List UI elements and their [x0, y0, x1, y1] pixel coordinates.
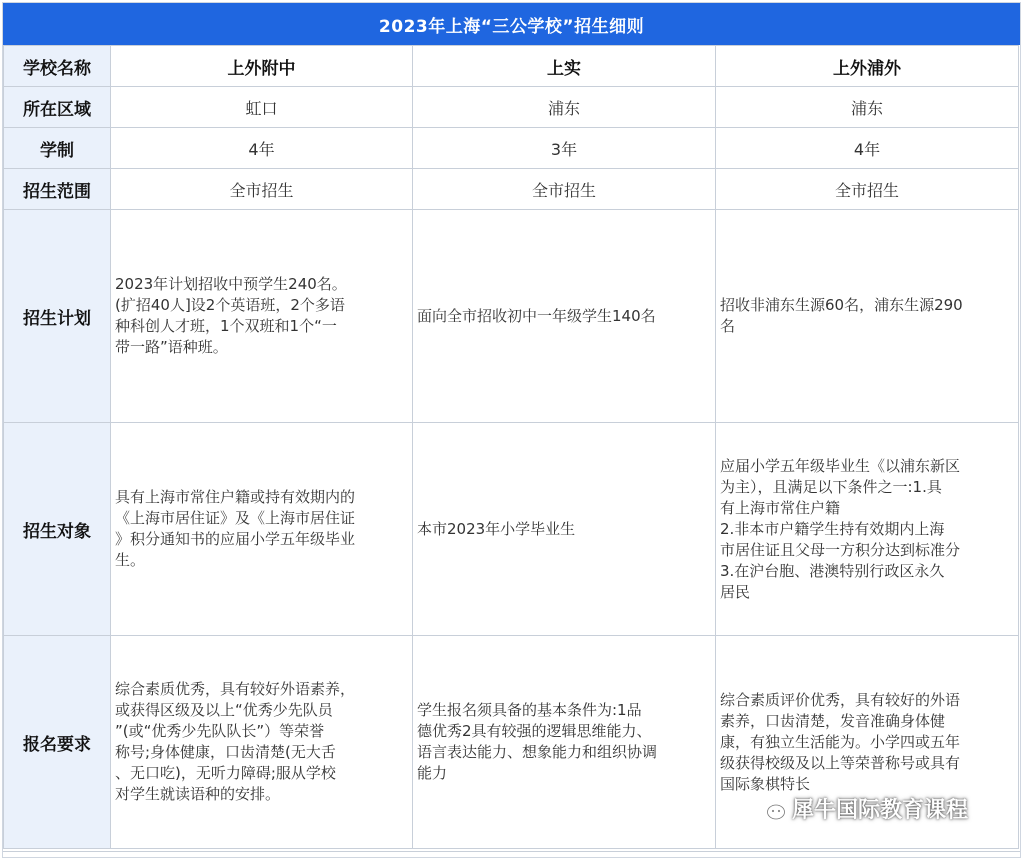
- cell-line: 具有上海市常住户籍或持有效期内的: [115, 488, 356, 506]
- cell-line: 全市招生: [229, 180, 294, 200]
- cell-line: 、无口吃)，无听力障碍;服从学校: [115, 764, 336, 782]
- cell-line: 带一路”语种班。: [115, 338, 228, 356]
- row-label-application-requirements: 报名要求: [4, 636, 111, 849]
- cell-line: 《上海市居住证》及《上海市居住证: [115, 509, 356, 527]
- cell-line: 2023年计划招收中预学生240名。: [115, 275, 347, 293]
- cell-line: 国际象棋特长: [720, 774, 811, 793]
- cell-line: 浦东: [547, 98, 580, 118]
- cell-scope-0: [111, 169, 413, 210]
- cell-target-0: [111, 423, 413, 636]
- cell-plan-0: [111, 210, 413, 423]
- cell-requirements-1: [413, 636, 716, 849]
- cell-line: 2.非本市户籍学生持有效期内上海: [720, 519, 945, 538]
- cell-line: 对学生就读语种的安排。: [115, 785, 281, 803]
- cell-line: 综合素质优秀，具有较好外语素养，: [115, 680, 356, 698]
- cell-line: 能力: [417, 764, 448, 782]
- cell-line: (扩招40人]设2个英语班，2个多语: [115, 296, 345, 314]
- cell-years-1: [413, 128, 716, 169]
- cell-line: 或获得区级及以上“优秀少先队员: [115, 701, 333, 719]
- cell-line: 虹口: [245, 98, 278, 118]
- cell-line: 》积分通知书的应届小学五年级毕业: [115, 530, 356, 548]
- cell-target-2: [716, 423, 1019, 636]
- cell-line: 综合素质评价优秀，具有较好的外语: [720, 690, 961, 709]
- header-row: [4, 46, 1019, 87]
- admission-table: [3, 45, 1019, 849]
- cell-line: 素养，口齿清楚，发音准确身体健: [720, 711, 946, 730]
- cell-scope-1: [413, 169, 716, 210]
- row-label-enrollment-plan: 招生计划: [4, 210, 111, 423]
- cell-line: 4年: [853, 139, 881, 159]
- cell-plan-1: [413, 210, 716, 423]
- school-name-shangwai-fuzhong: 上外附中: [111, 46, 413, 87]
- cell-line: 学生报名须具备的基本条件为:1品: [417, 701, 642, 719]
- cell-years-0: [111, 128, 413, 169]
- cell-line: ”(或“优秀少先队队长”）等荣誉: [115, 722, 325, 740]
- cell-line: 种科创人才班，1个双班和1个“一: [115, 317, 337, 335]
- table-row: [4, 210, 1019, 423]
- cell-line: 4年: [248, 139, 275, 159]
- cell-line: 居民: [720, 582, 751, 601]
- cell-line: 3年: [550, 139, 578, 159]
- cell-line: 全市招生: [531, 180, 596, 200]
- school-name-shangshi: 上实: [413, 46, 716, 87]
- row-label-district: 所在区域: [4, 87, 111, 128]
- cell-target-1: [413, 423, 716, 636]
- cell-line: 全市招生: [834, 180, 899, 200]
- cell-line: 称号;身体健康，口齿清楚(无大舌: [115, 743, 336, 761]
- cell-line: 面向全市招收初中一年级学生140名: [417, 306, 656, 325]
- cell-line: 应届小学五年级毕业生《以浦东新区: [720, 456, 961, 475]
- cell-line: 德优秀2具有较强的逻辑思维能力、: [417, 722, 652, 740]
- watermark-text: 犀牛国际教育课程: [792, 798, 969, 823]
- school-name-shangwai-puwai: 上外浦外: [716, 46, 1019, 87]
- cell-line: 市居住证且父母一方积分达到标准分: [720, 540, 961, 559]
- row-label-schooling-years: 学制: [4, 128, 111, 169]
- watermark: [756, 793, 968, 824]
- table-title: 2023年上海“三公学校”招生细则: [3, 3, 1020, 45]
- cell-line: 级获得校级及以上等荣普称号或具有: [720, 753, 961, 772]
- next-row-edge: [3, 851, 1020, 858]
- cell-line: 为主），且满足以下条件之一:1.具: [720, 477, 942, 496]
- row-label-enrollment-scope: 招生范围: [4, 169, 111, 210]
- cell-line: 招收非浦东生源60名，浦东生源290: [720, 296, 963, 314]
- cell-line: 康，有独立生活能为。小学四或五年: [720, 732, 961, 751]
- cell-years-2: [716, 128, 1019, 169]
- cell-line: 语言表达能力、想象能力和组织协调: [417, 743, 658, 761]
- admission-table-card: [2, 2, 1021, 858]
- cell-scope-2: [716, 169, 1019, 210]
- cell-line: 有上海市常住户籍: [720, 498, 841, 517]
- cell-line: 生。: [115, 551, 146, 569]
- row-label-enrollment-target: 招生对象: [4, 423, 111, 636]
- cell-line: 本市2023年小学毕业生: [417, 519, 576, 538]
- cell-line: 浦东: [850, 98, 883, 118]
- table-row: [4, 87, 1019, 128]
- cell-district-2: [716, 87, 1019, 128]
- row-label-school-name: 学校名称: [4, 46, 111, 87]
- cell-district-0: [111, 87, 413, 128]
- cell-line: 名: [720, 317, 736, 335]
- table-row: [4, 128, 1019, 169]
- cell-district-1: [413, 87, 716, 128]
- cell-plan-2: [716, 210, 1019, 423]
- table-row: [4, 423, 1019, 636]
- cell-line: 3.在沪台胞、港澳特别行政区永久: [720, 561, 945, 580]
- wechat-icon: [756, 796, 786, 822]
- cell-requirements-0: [111, 636, 413, 849]
- table-row: [4, 169, 1019, 210]
